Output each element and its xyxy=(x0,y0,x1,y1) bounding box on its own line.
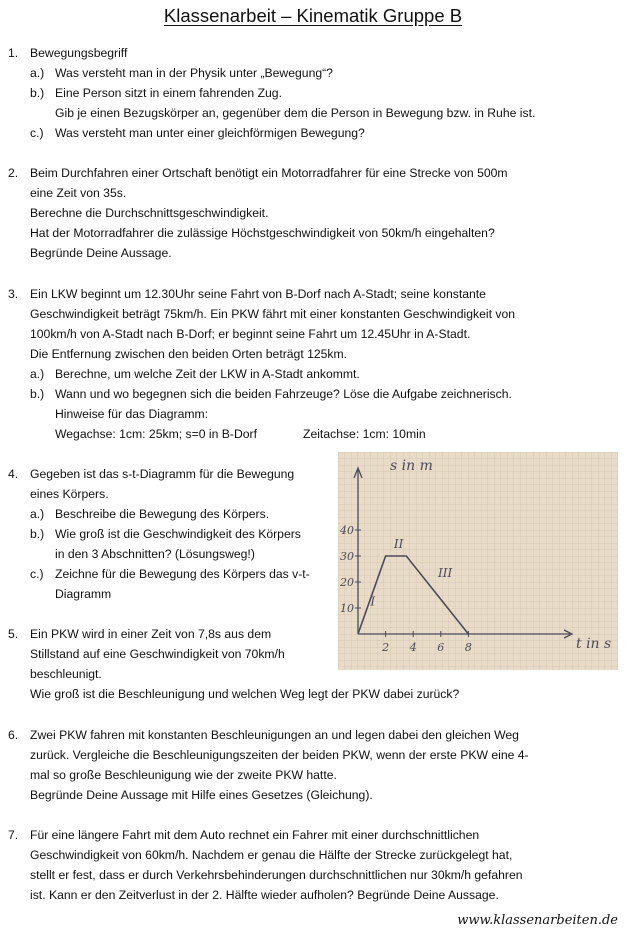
task-text: Zwei PKW fahren mit konstanten Beschleunigungen an und legen dabei den gleichen Weg xyxy=(30,728,519,742)
task-number: 2. xyxy=(8,166,19,180)
task-text: Beim Durchfahren einer Ortschaft benötigt ein Motorradfahrer für eine Strecke von 500m xyxy=(30,166,508,180)
task-text: Wie groß ist die Beschleunigung und welchen Weg legt der PKW dabei zurück? xyxy=(30,687,460,701)
y-axis-label: s in m xyxy=(390,458,433,474)
subtask-text: Wegachse: 1cm: 25km; s=0 in B-Dorf xyxy=(55,427,257,441)
task-text: Die Entfernung zwischen den beiden Orten beträgt 125km. xyxy=(30,347,348,361)
task-number: 1. xyxy=(8,46,19,60)
x-tick-label: 6 xyxy=(437,641,445,654)
y-tick-label: 10 xyxy=(340,602,354,615)
subtask-text: Wann und wo begegnen sich die beiden Fahrzeuge? Löse die Aufgabe zeichnerisch. xyxy=(55,387,512,401)
subtask-label: a.) xyxy=(30,367,45,381)
x-axis-label: t in s xyxy=(576,636,612,652)
task-text: Ein LKW beginnt um 12.30Uhr seine Fahrt von B-Dorf nach A-Stadt; seine konstante xyxy=(30,287,486,301)
task-text: Begründe Deine Aussage. xyxy=(30,246,172,260)
x-tick-label: 2 xyxy=(382,641,390,654)
subtask-text: Beschreibe die Bewegung des Körpers. xyxy=(55,507,270,521)
task-text: stellt er fest, dass er durch Verkehrsbehinderungen durchschnittlichen nur 30km/h gefahren xyxy=(30,868,523,882)
subtask-text: Zeichne für die Bewegung des Körpers das v-t- xyxy=(55,567,310,581)
task-text: Hat der Motorradfahrer die zulässige Höchstgeschwindigkeit von 50km/h eingehalten? xyxy=(30,226,495,240)
task-number: 3. xyxy=(8,287,19,301)
task-text: mal so große Beschleunigung wie der zweite PKW hatte. xyxy=(30,768,337,782)
subtask-text: Was versteht man in der Physik unter „Bewegung“? xyxy=(55,66,333,80)
task-text: Stillstand auf eine Geschwindigkeit von 70km/h xyxy=(30,647,285,661)
subtask-text: Berechne, um welche Zeit der LKW in A-Stadt ankommt. xyxy=(55,367,360,381)
subtask-label: b.) xyxy=(30,527,45,541)
task-heading: Bewegungsbegriff xyxy=(30,46,128,60)
subtask-label: c.) xyxy=(30,126,44,140)
task-text: zurück. Vergleiche die Beschleunigungszeiten der beiden PKW, wenn der erste PKW eine 4- xyxy=(30,748,529,762)
st-diagram xyxy=(338,452,618,670)
y-tick-label: 20 xyxy=(340,576,354,589)
task-text: eine Zeit von 35s. xyxy=(30,186,127,200)
x-tick-label: 8 xyxy=(464,641,472,654)
task-text: Für eine längere Fahrt mit dem Auto rechnet ein Fahrer mit einer durchschnittlichen xyxy=(30,828,480,842)
subtask-text: in den 3 Abschnitten? (Lösungsweg!) xyxy=(55,547,255,561)
y-tick-label: 40 xyxy=(340,524,354,537)
task-text: Geschwindigkeit von 60km/h. Nachdem er genau die Hälfte der Strecke zurückgelegt hat, xyxy=(30,848,513,862)
page-title: Klassenarbeit – Kinematik Gruppe B xyxy=(163,5,463,26)
task-text: beschleunigt. xyxy=(30,667,102,681)
task-number: 5. xyxy=(8,627,19,641)
footer-website: www.klassenarbeiten.de xyxy=(457,913,618,928)
task-text: eines Körpers. xyxy=(30,487,109,501)
task-text: ist. Kann er den Zeitverlust in der 2. Hälfte wieder aufholen? Begründe Deine Aussage. xyxy=(30,888,499,902)
task-text: Ein PKW wird in einer Zeit von 7,8s aus dem xyxy=(30,627,272,641)
x-tick-label: 4 xyxy=(409,641,417,654)
subtask-label: b.) xyxy=(30,86,45,100)
subtask-label: c.) xyxy=(30,567,44,581)
task-number: 4. xyxy=(8,467,19,481)
task-text: Gegeben ist das s-t-Diagramm für die Bewegung xyxy=(30,467,295,481)
subtask-text: Eine Person sitzt in einem fahrenden Zug. xyxy=(55,86,282,100)
segment-label: I xyxy=(370,594,376,609)
task-number: 7. xyxy=(8,828,19,842)
y-tick-label: 30 xyxy=(340,550,354,563)
subtask-label: a.) xyxy=(30,507,45,521)
subtask-label: a.) xyxy=(30,66,45,80)
segment-label: II xyxy=(393,537,404,552)
subtask-text: Diagramm xyxy=(55,587,112,601)
task-text: 100km/h von A-Stadt nach B-Dorf; er beginnt seine Fahrt um 12.45Uhr in A-Stadt. xyxy=(30,327,471,341)
task-text: Berechne die Durchschnittsgeschwindigkeit. xyxy=(30,206,269,220)
task-number: 6. xyxy=(8,728,19,742)
subtask-text: Wie groß ist die Geschwindigkeit des Körpers xyxy=(55,527,301,541)
segment-label: III xyxy=(438,565,453,580)
subtask-label: b.) xyxy=(30,387,45,401)
subtask-text: Was versteht man unter einer gleichförmigen Bewegung? xyxy=(55,126,365,140)
task-text: Begründe Deine Aussage mit Hilfe eines Gesetzes (Gleichung). xyxy=(30,788,373,802)
task-text: Geschwindigkeit beträgt 75km/h. Ein PKW fährt mit einer konstanten Geschwindigkeit von xyxy=(30,307,516,321)
subtask-text: Hinweise für das Diagramm: xyxy=(55,407,209,421)
subtask-text: Gib je einen Bezugskörper an, gegenüber dem die Person in Bewegung bzw. in Ruhe ist. xyxy=(55,106,536,120)
subtask-text-extra: Zeitachse: 1cm: 10min xyxy=(303,427,426,441)
